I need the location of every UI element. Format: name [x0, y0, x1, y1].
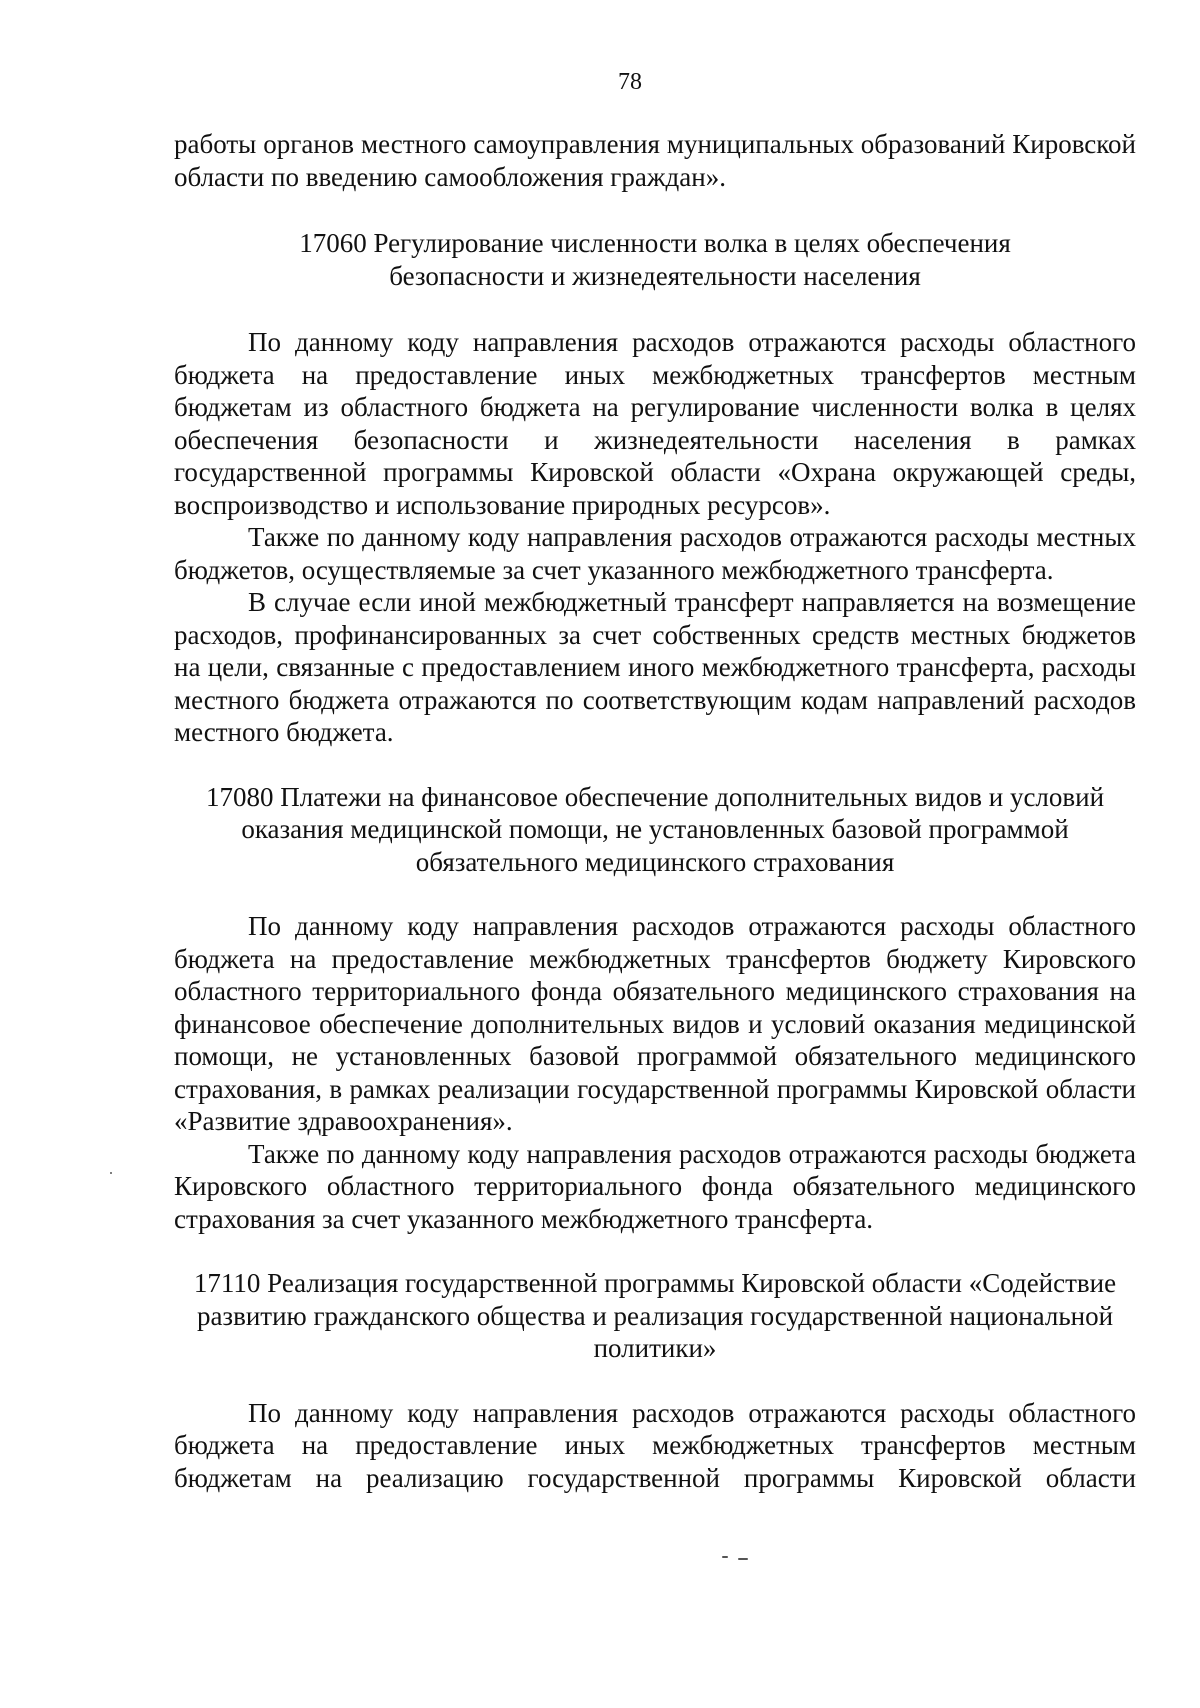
section-paragraph: По данному коду направления расходов отражаются расходы областного бюджета на предоставление иных межбюджетных трансфертов местным бюджетам на реализацию государственной программы Кировской области	[174, 1397, 1136, 1493]
section-paragraph: В случае если иной межбюджетный трансферт направляется на возмещение расходов, профинансированных за счет собственных средств местных бюджетов на цели, связанные с предоставлением иного межбюджетного трансферта, расходы местного бюджета отражаются по соответствующим кодам направлений расходов местного бюджета.	[174, 587, 1136, 747]
section-paragraph: Также по данному коду направления расходов отражаются расходы бюджета Кировского областного территориального фонда обязательного медицинского страхования за счет указанного межбюджетного трансферта.	[174, 1138, 1136, 1234]
section-paragraph: По данному коду направления расходов отражаются расходы областного бюджета на предоставление межбюджетных трансфертов бюджету Кировского областного территориального фонда обязательного медицинского страхования на финансовое обеспечение дополнительных видов и условий оказания медицинской помощи, не установленных базовой программой обязательного медицинского страхования, в рамках реализации государственной программы Кировской области «Развитие здравоохранения».	[174, 911, 1136, 1136]
section-heading: 17060 Регулирование численности волка в целях обеспечения безопасности и жизнедеятельности населения	[299, 228, 1011, 291]
section-heading: 17110 Реализация государственной программы Кировской области «Содействие развитию гражданского общества и реализация государственной национальной политики»	[193, 1268, 1117, 1363]
section-paragraph: По данному коду направления расходов отражаются расходы областного бюджета на предоставление иных межбюджетных трансфертов местным бюджетам из областного бюджета на регулирование численности волка в целях обеспечения безопасности и жизнедеятельности населения в рамках государственной программы Кировской области «Охрана окружающей среды, воспроизводство и использование природных ресурсов».	[174, 327, 1136, 520]
section-17080	[174, 781, 1136, 1236]
section-17110	[174, 1267, 1136, 1494]
section-heading: 17080 Платежи на финансовое обеспечение дополнительных видов и условий оказания медицинской помощи, не установленных базовой программой обязательного медицинского страхования	[205, 781, 1105, 877]
scan-speck	[738, 1558, 748, 1560]
section-paragraph: Также по данному коду направления расходов отражаются расходы местных бюджетов, осуществляемые за счет указанного межбюджетного трансферта.	[174, 522, 1136, 585]
intro-paragraph: работы органов местного самоуправления муниципальных образований Кировской области по введению самообложения граждан».	[174, 129, 1136, 192]
scan-speck	[110, 1172, 112, 1174]
document-body	[174, 128, 1136, 1494]
section-17060	[174, 227, 1136, 749]
page-number: 78	[618, 69, 642, 95]
scan-speck	[722, 1556, 728, 1558]
